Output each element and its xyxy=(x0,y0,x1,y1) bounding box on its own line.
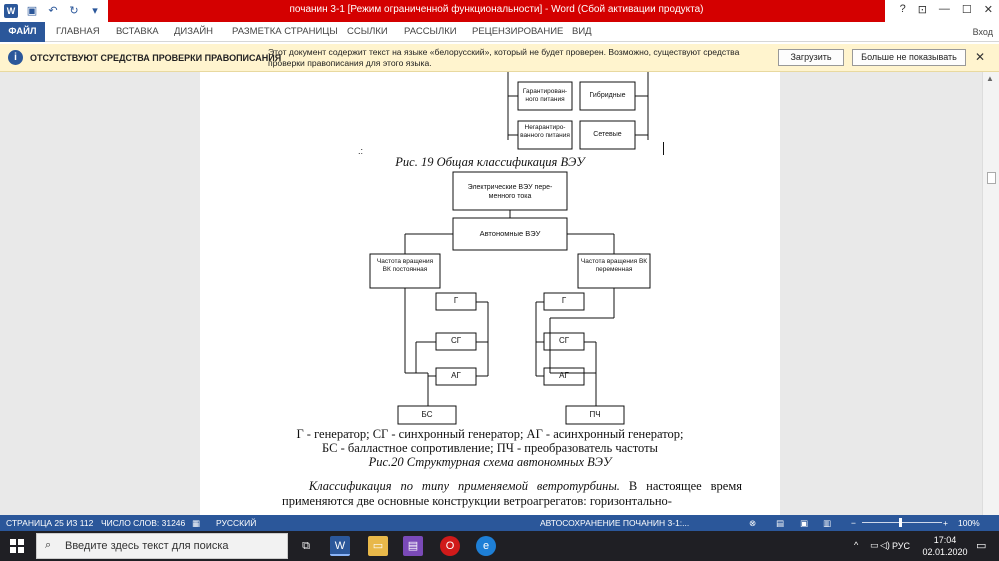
tab-references[interactable]: ССЫЛКИ xyxy=(347,26,388,37)
fig20-left-branch-label: Частота вращения ВК постоянная xyxy=(376,258,434,273)
proofing-icon[interactable]: ▦ xyxy=(192,518,201,528)
search-placeholder: Введите здесь текст для поиска xyxy=(65,540,229,552)
fig20-ag-right-label: АГ xyxy=(559,371,569,380)
ribbon-display-button[interactable]: ⊡ xyxy=(917,4,927,16)
undo-icon[interactable]: ↶ xyxy=(48,5,58,17)
fig19-network-label: Сетевые xyxy=(593,131,622,138)
autosave-status: АВТОСОХРАНЕНИЕ ПОЧАНИН 3-1:... xyxy=(540,518,690,528)
fig20-caption: Рис.20 Структурная схема автономных ВЭУ xyxy=(368,455,612,469)
help-button[interactable]: ? xyxy=(899,3,906,15)
text-marker: .: xyxy=(358,146,364,156)
fig20-top-label: Электрические ВЭУ пере-менного тока xyxy=(467,184,553,200)
edge-icon[interactable]: e xyxy=(476,536,496,556)
scroll-up-icon[interactable]: ▲ xyxy=(986,74,994,83)
save-icon[interactable]: ▣ xyxy=(26,5,38,17)
file-explorer-icon[interactable]: ▭ xyxy=(368,536,388,556)
document-area[interactable] xyxy=(0,72,999,515)
text-cursor xyxy=(663,142,664,155)
close-button[interactable]: ✕ xyxy=(983,4,993,16)
tab-insert[interactable]: ВСТАВКА xyxy=(116,26,159,37)
keyboard-language[interactable]: РУС xyxy=(892,541,911,551)
clock-date[interactable]: 02.01.2020 xyxy=(922,547,968,557)
status-bar xyxy=(0,515,999,531)
tab-page-layout[interactable]: РАЗМЕТКА СТРАНИЦЫ xyxy=(232,26,338,37)
web-layout-icon[interactable]: ▥ xyxy=(823,518,832,528)
legend-line-1: Г - генератор; СГ - синхронный генератор; АГ - асинхронный генератор; xyxy=(296,427,684,441)
redo-icon[interactable]: ↻ xyxy=(69,5,79,17)
zoom-slider[interactable] xyxy=(862,522,942,523)
close-icon[interactable]: ✕ xyxy=(974,50,985,64)
tab-review[interactable]: РЕЦЕНЗИРОВАНИЕ xyxy=(472,26,564,37)
zoom-slider-thumb[interactable] xyxy=(899,518,902,527)
title-bar xyxy=(0,0,999,22)
fig20-right-branch-label: Частота вращения ВК переменная xyxy=(580,258,648,273)
minimize-button[interactable]: — xyxy=(938,3,950,15)
fig20-ag-left-label: АГ xyxy=(451,371,461,380)
vertical-scrollbar[interactable] xyxy=(982,72,999,515)
task-view-icon[interactable]: ⧉ xyxy=(302,540,310,552)
taskbar-search-box[interactable] xyxy=(36,533,288,559)
taskbar xyxy=(0,531,999,561)
legend-line-2: БС - балластное сопротивление; ПЧ - преобразователь частоты xyxy=(322,441,658,455)
paragraph-text: В настоящее время применяются две основные конструкции ветроагрегатов: горизонтально- xyxy=(282,479,743,508)
dismiss-button[interactable]: Больше не показывать xyxy=(852,49,966,66)
zoom-level[interactable]: 100% xyxy=(958,518,980,528)
windows-start-icon[interactable] xyxy=(10,539,24,553)
zoom-in-button[interactable]: + xyxy=(943,518,948,528)
document-page[interactable] xyxy=(200,72,780,515)
fig20-bs-label: БС xyxy=(421,410,433,419)
print-layout-icon[interactable]: ▣ xyxy=(800,518,809,528)
tab-home[interactable]: ГЛАВНАЯ xyxy=(56,26,100,37)
download-button[interactable]: Загрузить xyxy=(778,49,844,66)
fig19-hybrid-label: Гибридные xyxy=(589,92,626,99)
page-count[interactable]: СТРАНИЦА 25 ИЗ 112 xyxy=(6,518,94,528)
network-icon[interactable]: ▭ xyxy=(870,540,879,550)
fig20-autonomous-label: Автономные ВЭУ xyxy=(479,229,541,238)
info-icon: i xyxy=(8,50,23,65)
fig20-sg-right-label: СГ xyxy=(558,336,570,345)
volume-icon[interactable]: ◁) xyxy=(880,540,890,550)
tray-chevron-icon[interactable]: ^ xyxy=(854,540,859,550)
fig19-caption: Рис. 19 Общая классификация ВЭУ xyxy=(395,155,585,169)
app-icon[interactable]: ▤ xyxy=(403,536,423,556)
opera-icon[interactable]: O xyxy=(440,536,460,556)
sign-in-link[interactable]: Вход xyxy=(972,27,993,37)
message-text: Этот документ содержит текст на языке «белорусский», который не будет проверен. Возможно, существуют средства проверки правописания для этого языка. xyxy=(268,47,740,68)
ribbon-tabs xyxy=(0,22,999,42)
tab-view[interactable]: ВИД xyxy=(572,26,592,37)
fig20-pch-label: ПЧ xyxy=(589,410,601,419)
fig19-guaranteed-label: Гарантирован-ного питания xyxy=(522,88,568,103)
tab-file[interactable]: ФАЙЛ xyxy=(0,22,45,42)
body-paragraph xyxy=(282,479,742,509)
figure-20-diagram xyxy=(200,168,780,428)
word-count[interactable]: ЧИСЛО СЛОВ: 31246 xyxy=(101,518,186,528)
zoom-out-button[interactable]: − xyxy=(851,518,856,528)
proofing-message-bar xyxy=(0,44,999,72)
search-icon: ⌕ xyxy=(45,539,52,551)
fig20-sg-left-label: СГ xyxy=(450,336,462,345)
language-indicator[interactable]: РУССКИЙ xyxy=(216,518,257,528)
maximize-button[interactable]: ☐ xyxy=(961,4,972,16)
paragraph-italic-lead: Классификация по типу применяемой ветротурбины. xyxy=(308,479,620,493)
message-heading: ОТСУТСТВУЮТ СРЕДСТВА ПРОВЕРКИ ПРАВОПИСАНИЯ xyxy=(30,53,282,63)
clock-time[interactable]: 17:04 xyxy=(933,535,957,545)
tab-design[interactable]: ДИЗАЙН xyxy=(174,26,214,37)
fig20-g-left-label: Г xyxy=(453,296,459,305)
read-mode-icon[interactable]: ▤ xyxy=(776,518,785,528)
word-logo-icon: W xyxy=(4,4,18,18)
figure-19-diagram xyxy=(200,72,780,157)
window-title: почанин 3-1 [Режим ограниченной функциональности] - Word (Сбой активации продукта) xyxy=(289,4,704,15)
fig20-g-right-label: Г xyxy=(561,296,567,305)
window-controls xyxy=(900,3,993,16)
cancel-autosave-icon[interactable]: ⊗ xyxy=(749,518,757,528)
word-taskbar-icon[interactable]: W xyxy=(330,536,350,556)
scroll-thumb[interactable] xyxy=(987,172,996,184)
fig19-non-guaranteed-label: Негарантиро-ванного питания xyxy=(520,124,570,139)
notifications-icon[interactable]: ▭ xyxy=(976,540,987,552)
quick-access-toolbar xyxy=(4,3,102,19)
tab-mailings[interactable]: РАССЫЛКИ xyxy=(404,26,457,37)
customize-toolbar-icon[interactable]: ▾ xyxy=(92,5,98,17)
